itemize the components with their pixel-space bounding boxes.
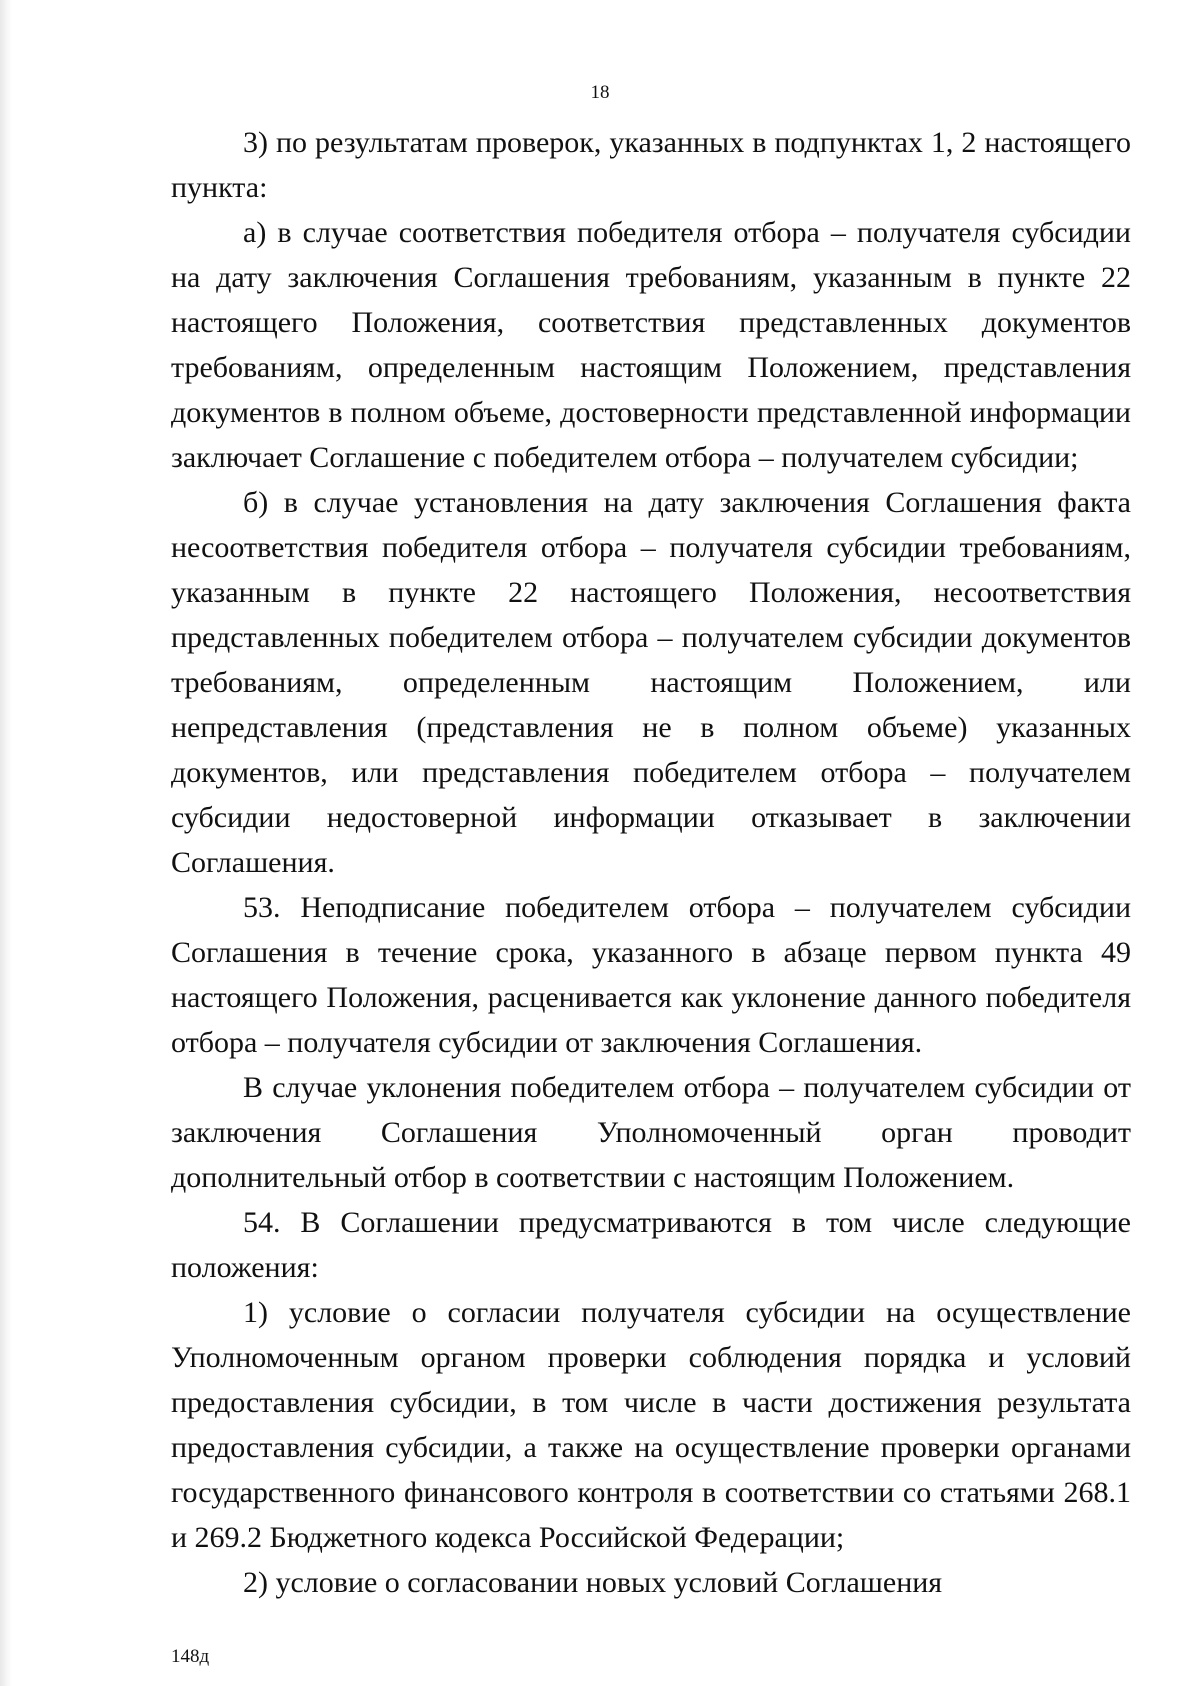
paragraph-subitem-3: 3) по результатам проверок, указанных в подпунктах 1, 2 настоящего пункта:	[171, 126, 1131, 204]
paragraph-item-54: 54. В Соглашении предусматриваются в том числе следующие положения:	[171, 1206, 1131, 1284]
page-number: 18	[590, 82, 610, 103]
scan-edge-shadow	[0, 0, 12, 1686]
document-body	[171, 120, 1131, 1605]
footer-document-code: 148д	[171, 1646, 210, 1667]
paragraph-subitem-b: б) в случае установления на дату заключения Соглашения факта несоответствия победителя отбора – получателя субсидии требованиям, указанным в пункте 22 настоящего Положения, несоответствия представленных победителем отбора – получателем субсидии документов требованиям, определенным настоящим Положением, или непредставления (представления не в полном объеме) указанных документов, или представления победителем отбора – получателем субсидии недостоверной информации отказывает в заключении Соглашения.	[171, 486, 1131, 879]
paragraph-subitem-a: а) в случае соответствия победителя отбора – получателя субсидии на дату заключения Соглашения требованиям, указанным в пункте 22 настоящего Положения, соответствия представленных документов требованиям, определенным настоящим Положением, представления документов в полном объеме, достоверности представленной информации заключает Соглашение с победителем отбора – получателем субсидии;	[171, 216, 1131, 474]
paragraph-item-53-evasion: В случае уклонения победителем отбора – получателем субсидии от заключения Соглашения Уполномоченный орган проводит дополнительный отбор в соответствии с настоящим Положением.	[171, 1071, 1131, 1194]
paragraph-item-53: 53. Неподписание победителем отбора – получателем субсидии Соглашения в течение срока, указанного в абзаце первом пункта 49 настоящего Положения, расценивается как уклонение данного победителя отбора – получателя субсидии от заключения Соглашения.	[171, 891, 1131, 1059]
paragraph-item-54-condition-2: 2) условие о согласовании новых условий Соглашения	[243, 1566, 943, 1599]
paragraph-item-54-condition-1: 1) условие о согласии получателя субсидии на осуществление Уполномоченным органом проверки соблюдения порядка и условий предоставления субсидии, в том числе в части достижения результата предоставления субсидии, а также на осуществление проверки органами государственного финансового контроля в соответствии со статьями 268.1 и 269.2 Бюджетного кодекса Российской Федерации;	[171, 1296, 1131, 1554]
